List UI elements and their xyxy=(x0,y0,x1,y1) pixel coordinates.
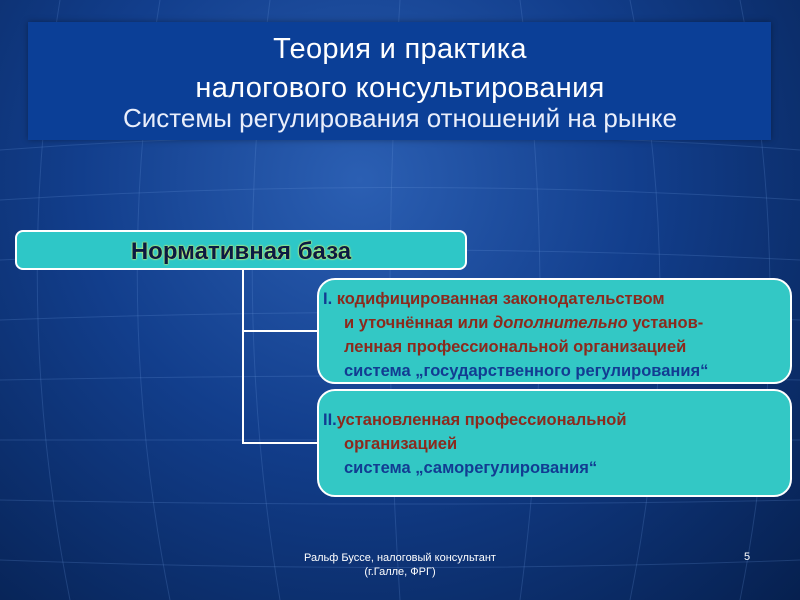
item-1-line-2 xyxy=(323,311,786,335)
item-2-marker: II. xyxy=(323,411,337,429)
item-2-box xyxy=(317,389,792,497)
item-2-line-1-text: установленная профессиональной xyxy=(336,411,627,429)
item-1-line-2-start: и уточнённая или xyxy=(344,314,494,332)
item-1-line-3: ленная профессиональной организацией xyxy=(344,338,687,356)
item-2-line-1 xyxy=(323,408,786,432)
item-1-line-4: система „государственного регулирования“ xyxy=(344,362,709,380)
footer-place: (г.Галле, ФРГ) xyxy=(364,566,436,578)
item-1-line-1 xyxy=(323,287,786,311)
connector-vertical xyxy=(242,270,244,444)
slide-subtitle: Системы регулирования отношений на рынке xyxy=(122,103,677,133)
normative-base-box xyxy=(15,230,467,270)
connector-to-item-2 xyxy=(242,442,318,444)
slide-footer xyxy=(265,551,535,579)
footer-author: Ральф Буссе, налоговый консультант xyxy=(304,552,496,564)
item-1-line-2-end: установ- xyxy=(627,314,704,332)
page-number: 5 xyxy=(744,551,751,563)
item-1-line-1-text: кодифицированная законодательством xyxy=(336,290,665,308)
item-2-line-2: организацией xyxy=(344,435,458,453)
item-2-line-3: система „саморегулирования“ xyxy=(344,459,598,477)
item-1-marker: I. xyxy=(323,290,337,308)
connector-to-item-1 xyxy=(242,330,318,332)
slide-title-line-1: Теория и практика xyxy=(273,33,527,65)
item-1-box xyxy=(317,278,792,384)
normative-base-label: Нормативная база xyxy=(130,238,352,265)
item-1-emphasis: дополнительно xyxy=(493,314,628,332)
slide-title-line-2: налогового консультирования xyxy=(195,72,605,104)
